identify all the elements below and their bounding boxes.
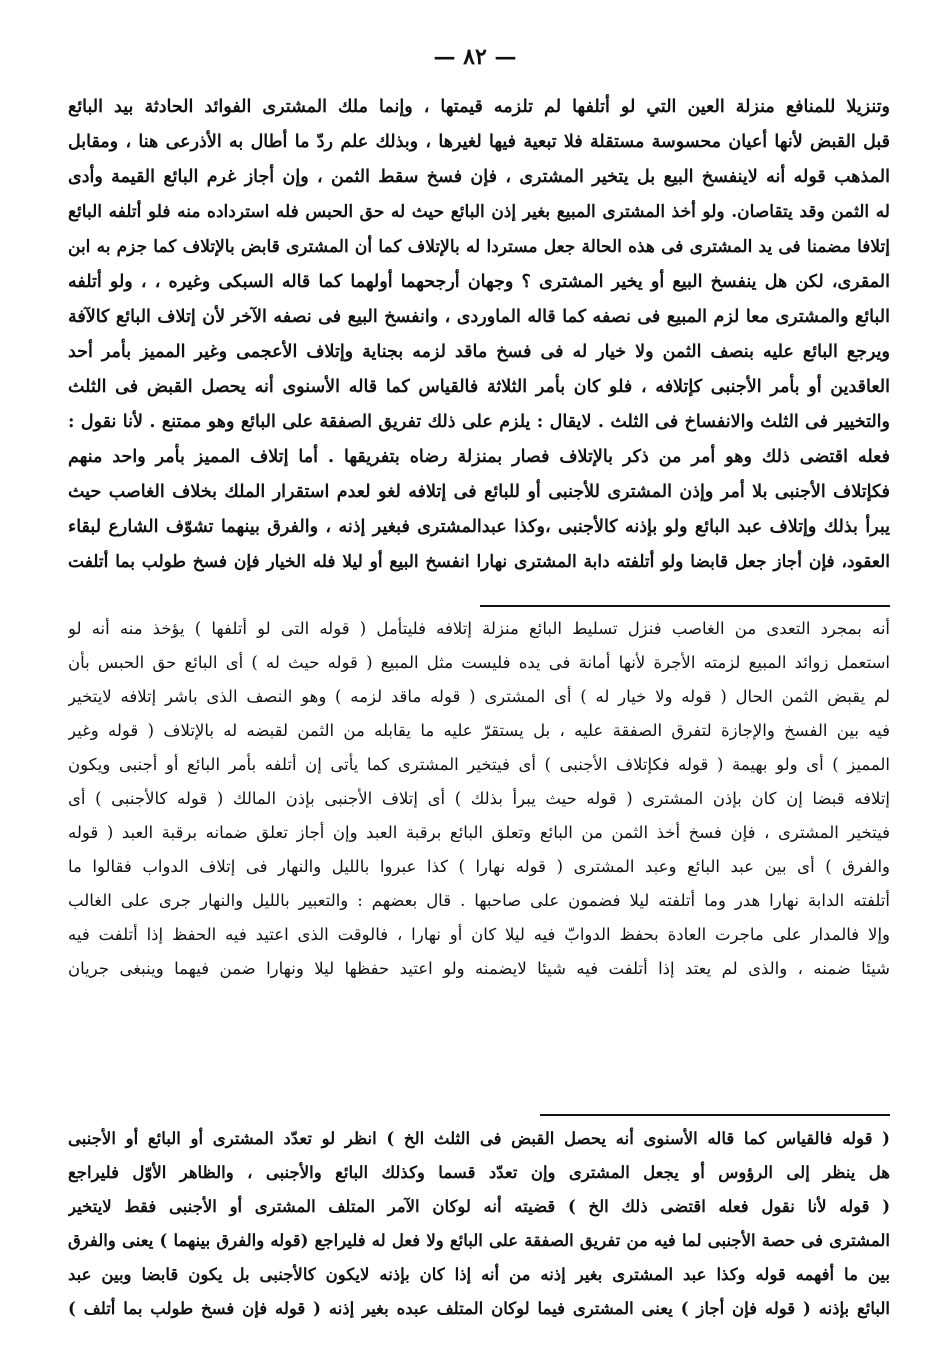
gloss-line: بين ما أفهمه قوله وكذا عبد المشترى بغير إذنه من أنه إذا كان بإذنه لايكون كالأجنبى بل يكون قابضا وبين عبد	[68, 1265, 890, 1284]
commentary-block	[68, 612, 890, 986]
main-text-line: قبل القبض لأنها أعيان محسوسة مستقلة فلا تبعية فيها لغيرها ، وبذلك علم ردّ ما أطال به الأذرعى هنا ، ومقابل	[68, 132, 890, 152]
commentary-line: أتلفته الدابة نهارا هدر وما أتلفته ليلا فضمون على صاحبها . قال بعضهم : والتعبير بالليل والنهار جرى على الغالب	[68, 891, 890, 910]
gloss-block	[68, 1122, 890, 1326]
commentary-line: والفرق ) أى بين عبد البائع وعبد المشترى ( قوله نهارا ) كذا عبروا بالليل والنهار فى إتلاف الدواب فقالوا ما	[68, 857, 890, 876]
main-text-line: المقرى، لكن هل ينفسخ البيع أو يخير المشترى ؟ وجهان أرجحهما أولهما كما قاله السبكى وغيره ، ، ولو أتلفه	[68, 272, 890, 292]
gloss-line: ( قوله فالقياس كما قاله الأسنوى أنه يحصل القبض فى الثلث الخ ) انظر لو تعدّد المشترى أو البائع أو الأجنبى	[68, 1129, 890, 1148]
main-text-line: ويرجع البائع عليه بنصف الثمن ولا خيار له فى فسخ ماقد لزمه بجناية وإتلاف الأعجمى وغير المميز بأمر أحد	[68, 342, 890, 362]
main-text-line: فعله اقتضى ذلك وهو أمر من ذكر بالإتلاف فصار بمنزلة رضاه بتفريقها . أما إتلاف المميز بأمر واحد منهم	[68, 447, 890, 467]
main-text-line: العقود، فإن أجاز جعل قابضا ولو أتلفته دابة المشترى نهارا انفسخ البيع أو ليلا فله الخيار فإن فسخ طولب بما أتلفت	[68, 552, 890, 572]
gloss-line: المشترى فى حصة الأجنبى لما فيه من تفريق الصفقة على البائع ولا فعل له فليراجع (قوله والفرق بينهما ) يعنى والفرق	[68, 1231, 890, 1250]
section-divider	[540, 1114, 890, 1116]
gloss-line: ( قوله لأنا نقول فعله اقتضى ذلك الخ ) قضيته أنه لوكان الآمر المتلف المشترى أو الأجنبى فقط لايتخير	[68, 1197, 890, 1216]
main-text-block	[68, 90, 890, 580]
gloss-line: البائع بإذنه ( قوله فإن أجاز ) يعنى المشترى فيما لوكان المتلف عبده بغير إذنه ( قوله فإن فسخ طولب بما أتلف )	[68, 1299, 890, 1318]
main-text-line: المذهب قوله أنه لاينفسخ البيع بل يتخير المشترى ، فإن فسخ سقط الثمن ، وإن أجاز غرم البائع القيمة وأدى	[68, 167, 890, 187]
main-text-line: البائع والمشترى معا لزم المبيع فى نصفه كما قاله الماوردى ، وانفسخ البيع فى نصفه الآخر لأن إتلاف البائع كالآفة	[68, 307, 890, 327]
commentary-line: المميز ) أى ولو بهيمة ( قوله فكإتلاف الأجنبى ) أى فيتخير المشترى كما يأتى إن أتلفه بأمر البائع أو أجنبى ويكون	[68, 755, 890, 774]
main-text-line: العاقدين أو بأمر الأجنبى كإتلافه ، فلو كان بأمر الثلاثة فالقياس كما قاله الأسنوى أنه يحصل القبض فى الثلث	[68, 377, 890, 397]
gloss-line: هل ينظر إلى الرؤوس أو يجعل المشترى وإن تعدّد قسما وكذلك البائع والأجنبى ، والظاهر الأوّل فليراجع	[68, 1163, 890, 1182]
commentary-line: شيئا ضمنه ، والذى لم يعتد إذا أتلفت فيه شيئا لايضمنه ولو اعتيد حفظها ليلا ونهارا ضمن فيهما وينبغى جريان	[68, 959, 890, 978]
main-text-line: وتنزيلا للمنافع منزلة العين التي لو أتلفها لم تلزمه قيمتها ، وإنما ملك المشترى الفوائد الحادثة بيد البائع	[68, 97, 890, 117]
page-number: — ٨٢ —	[433, 44, 517, 70]
main-text-line: إتلافا مضمنا فى يد المشترى فى هذه الحالة جعل مستردا له بالإتلاف كما أن المشترى قابض بالإتلاف كما جزم به ابن	[68, 237, 890, 257]
commentary-line: لم يقبض الثمن الحال ( قوله ولا خيار له ) أى المشترى ( قوله ماقد لزمه ) وهو النصف الذى باشر إتلافه لايتخير	[68, 687, 890, 706]
commentary-line: وإلا فالمدار على ماجرت العادة بحفظ الدوابّ فيه ليلا كان أو نهارا ، فالوقت الذى اعتيد فيه الحفظ إذا أتلفت فيه	[68, 925, 890, 944]
commentary-line: أنه بمجرد التعدى من الغاصب فنزل تسليط البائع منزلة إتلافه فليتأمل ( قوله التى لو أتلفها ) يؤخذ منه أنه لو	[68, 619, 890, 638]
commentary-line: فيتخير المشترى ، فإن فسخ أخذ الثمن من البائع وتعلق البائع برقبة العبد وإن أجاز تعلق ضمانه برقبة العبد ( قوله	[68, 823, 890, 842]
section-divider	[480, 605, 890, 607]
main-text-line: له الثمن وقد يتقاصان. ولو أخذ المشترى المبيع بغير إذن البائع حيث له حق الحبس فله استرداده منه فلو أتلفه البائع	[68, 202, 890, 222]
main-text-line: فكإتلاف الأجنبى بلا أمر وإذن المشترى للأجنبى أو للبائع فى إتلافه لغو لعدم استقرار الملك بخلاف الغاصب حيث	[68, 482, 890, 502]
main-text-line: والتخيير فى الثلث والانفساخ فى الثلث . لايقال : يلزم على ذلك تفريق الصفقة على البائع وهو ممتنع . لأنا نقول :	[68, 412, 890, 432]
commentary-line: استعمل زوائد المبيع لزمته الأجرة لأنها أمانة فى يده فليست مثل المبيع ( قوله حيث له ) أى البائع حق الحبس بأن	[68, 653, 890, 672]
commentary-line: إتلافه قبضا إن كان بإذن المشترى ( قوله حيث يبرأ بذلك ) أى إتلاف الأجنبى بإذن المالك ( قوله كالأجنبى ) أى	[68, 789, 890, 808]
commentary-line: فيه بين الفسخ والإجازة لتفرق الصفقة عليه ، بل يستقرّ عليه ما يقابله من الثمن لقبضه له بالإتلاف ( قوله وغير	[68, 721, 890, 740]
main-text-line: يبرأ بذلك وإتلاف عبد البائع ولو بإذنه كالأجنبى ،وكذا عبدالمشترى فبغير إذنه ، والفرق بينهما تشوّف الشارع لبقاء	[68, 517, 890, 537]
